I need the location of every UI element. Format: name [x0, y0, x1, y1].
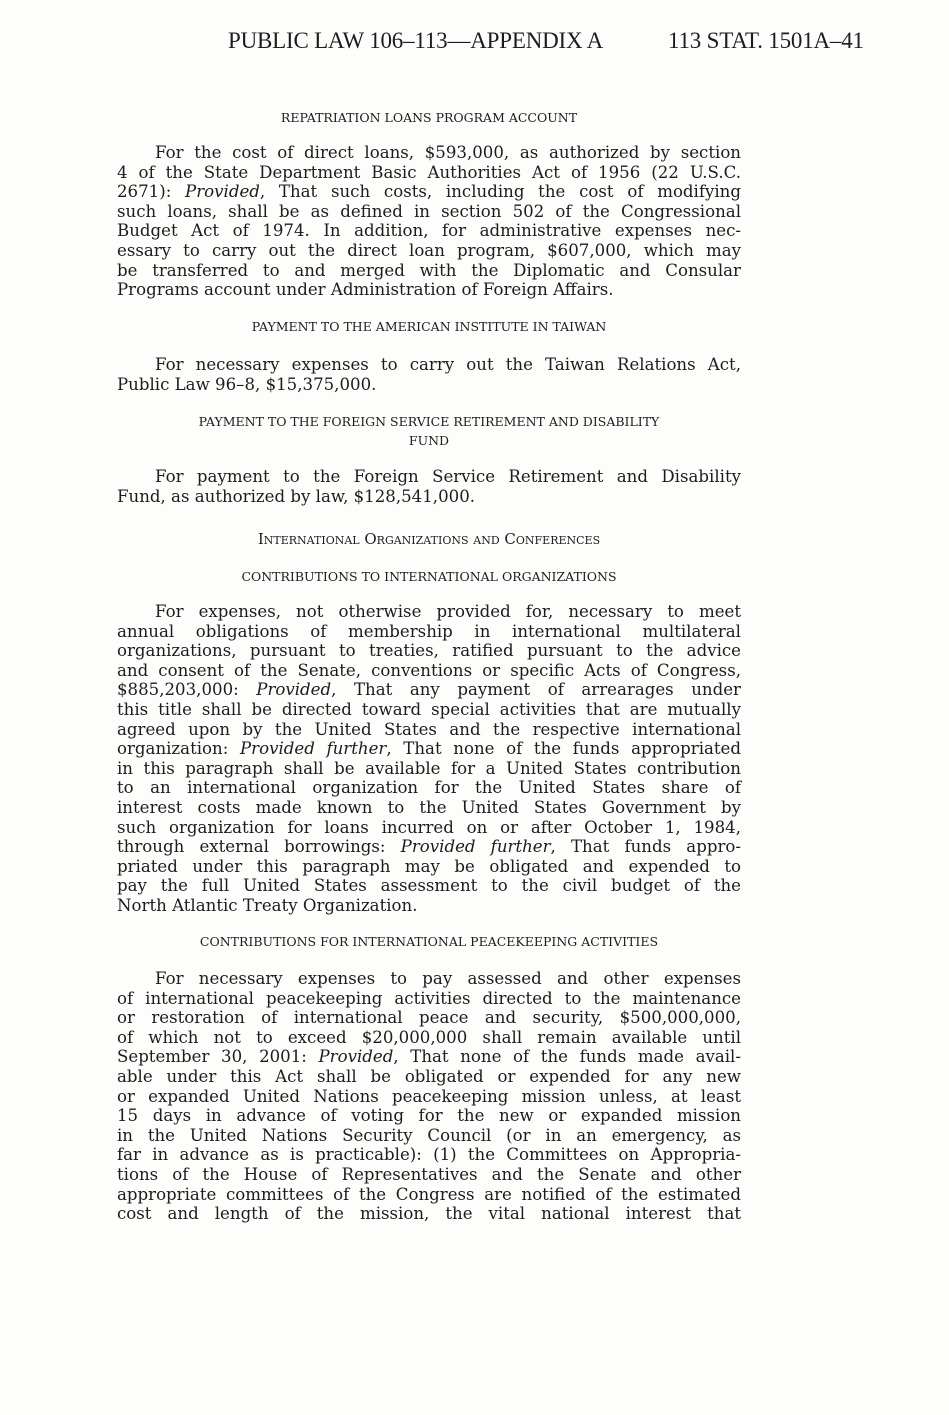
- text-segment: Programs account under Administration of Foreign Affairs.: [117, 280, 614, 300]
- italic-text: Provided: [256, 680, 332, 700]
- text-line: [117, 1087, 741, 1107]
- text-line: [117, 720, 741, 740]
- text-line: [117, 1067, 741, 1087]
- section-heading: PAYMENT TO THE AMERICAN INSTITUTE IN TAIWAN: [251, 319, 607, 334]
- section-title: International Organizations and Conferences: [257, 530, 601, 548]
- text-line: [117, 163, 741, 183]
- text-segment: Fund, as authorized by law, $128,541,000.: [117, 486, 476, 506]
- text-segment: 15 days in advance of voting for the new or expanded mission: [117, 1106, 741, 1126]
- text-segment: For necessary expenses to carry out the Taiwan Relations Act,: [155, 355, 741, 374]
- italic-text: Provided: [318, 1047, 394, 1067]
- text-line: [117, 876, 741, 896]
- text-segment: For payment to the Foreign Service Retirement and Disability: [155, 467, 741, 486]
- text-segment: , That none of the funds appropriated: [386, 739, 742, 759]
- text-segment: priated under this paragraph may be obligated and expended to: [117, 856, 741, 876]
- text-line: [117, 969, 741, 989]
- paragraph: [117, 355, 741, 394]
- text-line: [117, 1008, 741, 1028]
- text-segment: or restoration of international peace and security, $500,000,000,: [117, 1008, 741, 1028]
- text-line: [117, 680, 741, 700]
- text-line: [117, 1028, 741, 1048]
- text-segment: , That such costs, including the cost of modifying: [259, 182, 741, 202]
- text-line: [117, 375, 741, 395]
- running-header-page-number: 113 STAT. 1501A–41: [668, 28, 864, 53]
- text-segment: or expanded United Nations peacekeeping mission unless, at least: [117, 1086, 741, 1106]
- text-segment: For expenses, not otherwise provided for, necessary to meet: [155, 602, 741, 621]
- text-segment: such organization for loans incurred on or after October 1, 1984,: [117, 817, 741, 837]
- text-segment: September 30, 2001:: [117, 1047, 319, 1067]
- text-segment: 2671):: [117, 182, 186, 202]
- text-segment: 4 of the State Department Basic Authorities Act of 1956 (22 U.S.C.: [117, 162, 741, 182]
- text-segment: of which not to exceed $20,000,000 shall remain available until: [117, 1027, 741, 1047]
- text-line: [117, 487, 741, 507]
- text-segment: able under this Act shall be obligated or expended for any new: [117, 1066, 741, 1086]
- text-segment: to an international organization for the United States share of: [117, 778, 741, 798]
- text-line: [117, 837, 741, 857]
- text-line: [117, 661, 741, 681]
- section-heading: FUND: [408, 433, 450, 448]
- text-segment: far in advance as is practicable): (1) the Committees on Appropria-: [117, 1145, 741, 1165]
- section-heading: PAYMENT TO THE FOREIGN SERVICE RETIREMENT AND DISABILITY: [198, 414, 660, 429]
- text-segment: cost and length of the mission, the vital national interest that: [117, 1204, 741, 1224]
- text-line: [117, 989, 741, 1009]
- text-line: [117, 1165, 741, 1185]
- text-line: [117, 1204, 741, 1224]
- text-segment: For the cost of direct loans, $593,000, as authorized by section: [155, 143, 741, 162]
- text-line: [117, 1047, 741, 1067]
- text-segment: annual obligations of membership in international multilateral: [117, 621, 741, 641]
- text-segment: North Atlantic Treaty Organization.: [117, 895, 418, 915]
- running-header-title: PUBLIC LAW 106–113—APPENDIX A: [228, 28, 604, 53]
- section-heading: CONTRIBUTIONS TO INTERNATIONAL ORGANIZATIONS: [241, 569, 617, 584]
- text-line: [117, 818, 741, 838]
- text-segment: tions of the House of Representatives and the Senate and other: [117, 1164, 741, 1184]
- text-segment: through external borrowings:: [117, 837, 401, 857]
- text-segment: appropriate committees of the Congress are notified of the estimated: [117, 1184, 741, 1204]
- italic-text: Provided further: [400, 837, 551, 857]
- text-line: [117, 1126, 741, 1146]
- italic-text: Provided: [185, 182, 260, 202]
- text-line: [117, 857, 741, 877]
- paragraph: [117, 969, 741, 1224]
- text-segment: interest costs made known to the United States Government by: [117, 797, 741, 817]
- italic-text: Provided further: [239, 739, 387, 759]
- text-segment: pay the full United States assessment to the civil budget of the: [117, 876, 741, 896]
- text-line: [117, 202, 741, 222]
- text-segment: of international peacekeeping activities directed to the maintenance: [117, 988, 741, 1008]
- text-line: [117, 355, 741, 375]
- text-segment: in the United Nations Security Council (or in an emergency, as: [117, 1125, 741, 1145]
- text-line: [117, 143, 741, 163]
- text-segment: essary to carry out the direct loan program, $607,000, which may: [117, 240, 741, 260]
- text-line: [117, 182, 741, 202]
- text-line: [117, 798, 741, 818]
- text-line: [117, 602, 741, 622]
- paragraph: [117, 143, 741, 300]
- text-segment: agreed upon by the United States and the respective international: [117, 719, 741, 739]
- text-segment: organizations, pursuant to treaties, ratified pursuant to the advice: [117, 641, 741, 661]
- text-segment: , That none of the funds made avail-: [393, 1047, 741, 1067]
- text-line: [117, 700, 741, 720]
- text-segment: Budget Act of 1974. In addition, for administrative expenses nec-: [117, 221, 741, 241]
- text-line: [117, 896, 741, 916]
- paragraph: [117, 602, 741, 916]
- text-segment: Public Law 96–8, $15,375,000.: [117, 374, 377, 394]
- text-line: [117, 759, 741, 779]
- text-line: [117, 467, 741, 487]
- text-segment: organization:: [117, 739, 240, 759]
- text-line: [117, 778, 741, 798]
- text-line: [117, 1106, 741, 1126]
- text-segment: , That funds appro-: [550, 837, 741, 857]
- text-line: [117, 280, 741, 300]
- text-segment: and consent of the Senate, conventions or specific Acts of Congress,: [117, 660, 741, 680]
- text-segment: in this paragraph shall be available for a United States contribution: [117, 758, 741, 778]
- section-heading: CONTRIBUTIONS FOR INTERNATIONAL PEACEKEEPING ACTIVITIES: [199, 934, 659, 949]
- paragraph: [117, 467, 741, 506]
- text-line: [117, 622, 741, 642]
- text-line: [117, 1185, 741, 1205]
- text-segment: $885,203,000:: [117, 680, 257, 700]
- text-line: [117, 221, 741, 241]
- text-segment: For necessary expenses to pay assessed and other expenses: [155, 969, 741, 988]
- text-line: [117, 261, 741, 281]
- text-line: [117, 641, 741, 661]
- text-segment: such loans, shall be as defined in section 502 of the Congressional: [117, 201, 741, 221]
- text-line: [117, 1145, 741, 1165]
- text-segment: , That any payment of arrearages under: [331, 680, 741, 700]
- text-line: [117, 241, 741, 261]
- text-segment: this title shall be directed toward special activities that are mutually: [117, 699, 741, 719]
- section-heading: REPATRIATION LOANS PROGRAM ACCOUNT: [280, 110, 578, 125]
- text-line: [117, 739, 741, 759]
- text-segment: be transferred to and merged with the Diplomatic and Consular: [117, 260, 741, 280]
